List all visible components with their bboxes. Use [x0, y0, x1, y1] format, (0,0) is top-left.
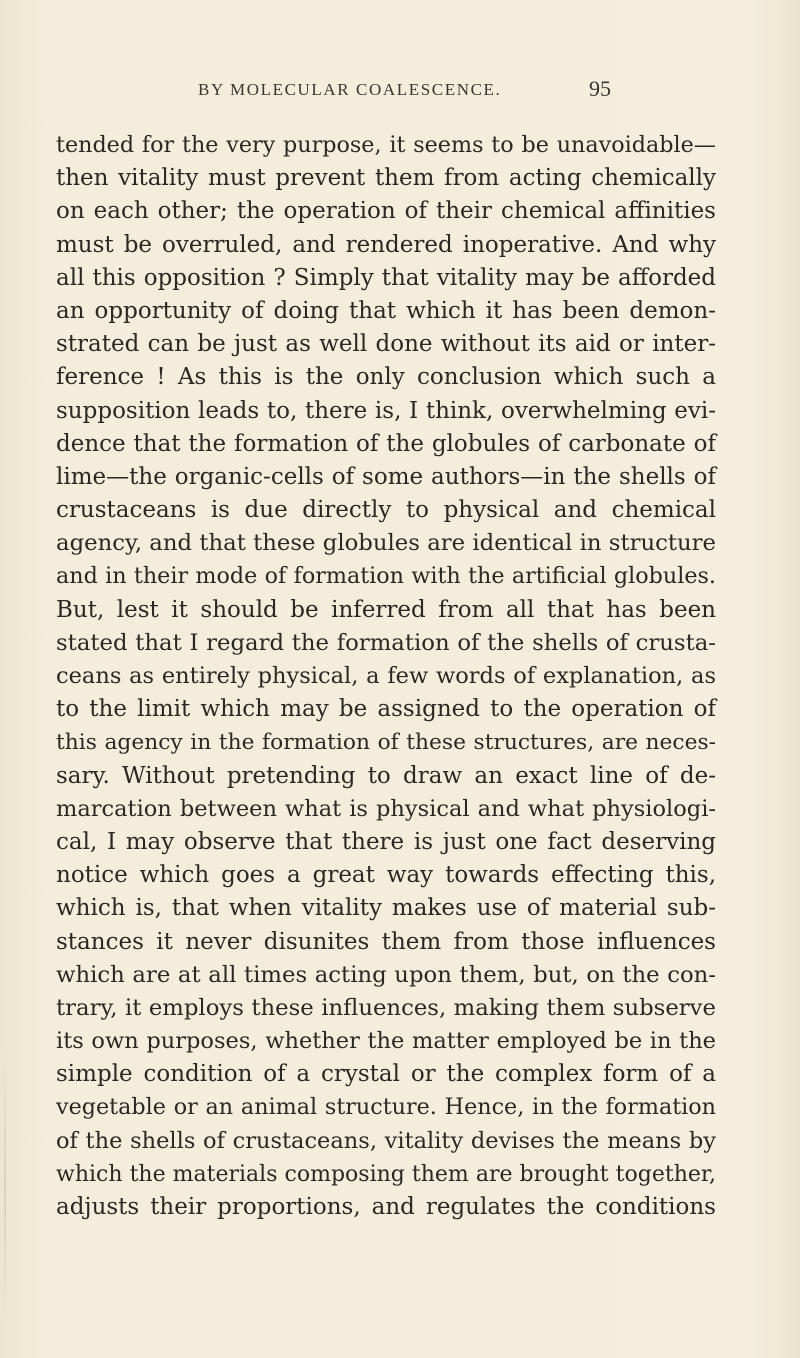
text-line: trary, it employs these influences, making them subserve [56, 994, 716, 1021]
text-line: which the materials composing them are brought together, [56, 1161, 716, 1187]
text-line: marcation between what is physical and what physiologi- [56, 795, 716, 822]
text-line: all this opposition ? Simply that vitality may be afforded [56, 264, 716, 291]
text-line: ceans as entirely physical, a few words of explanation, as [56, 663, 716, 689]
text-line: simple condition of a crystal or the complex form of a [56, 1061, 716, 1088]
text-line: on each other; the operation of their chemical affinities [56, 198, 716, 225]
text-line: notice which goes a great way towards effecting this, [56, 862, 716, 889]
text-line: an opportunity of doing that which it has been demon- [56, 297, 716, 324]
text-line: vegetable or an animal structure. Hence, in the formation [56, 1094, 716, 1121]
text-line: crustaceans is due directly to physical and chemical [56, 497, 716, 524]
text-line: to the limit which may be assigned to the operation of [56, 696, 716, 723]
body-paragraph [56, 129, 716, 1224]
text-line: cal, I may observe that there is just one fact deserving [56, 828, 716, 855]
text-line: this agency in the formation of these structures, are neces- [56, 730, 716, 756]
text-line: strated can be just as well done without its aid or inter- [56, 331, 716, 358]
page-edge-shadow [4, 1050, 6, 1320]
page-number: 95 [589, 76, 611, 101]
text-line: sary. Without pretending to draw an exact line of de- [56, 762, 716, 789]
text-line: then vitality must prevent them from acting chemically [56, 165, 716, 192]
page-header [0, 76, 800, 110]
text-line: which are at all times acting upon them, but, on the con- [56, 961, 716, 988]
text-line: dence that the formation of the globules of carbonate of [56, 430, 716, 457]
text-line: its own purposes, whether the matter employed be in the [56, 1028, 716, 1055]
running-head: BY MOLECULAR COALESCENCE. [198, 80, 502, 99]
text-line: But, lest it should be inferred from all that has been [56, 596, 716, 623]
text-line: stated that I regard the formation of the shells of crusta- [56, 629, 716, 656]
text-line: lime—the organic-cells of some authors—in the shells of [56, 463, 716, 490]
text-line: must be overruled, and rendered inoperative. And why [56, 231, 716, 258]
text-line: which is, that when vitality makes use of material sub- [56, 895, 716, 922]
text-line: and in their mode of formation with the artificial globules. [56, 563, 716, 590]
text-line: adjusts their proportions, and regulates the conditions [56, 1194, 716, 1220]
text-line: tended for the very purpose, it seems to be unavoidable— [56, 132, 716, 158]
text-line: supposition leads to, there is, I think, overwhelming evi- [56, 397, 716, 424]
text-line: stances it never disunites them from those influences [56, 928, 716, 955]
text-line: ference ! As this is the only conclusion which such a [56, 364, 716, 391]
text-line: agency, and that these globules are identical in structure [56, 530, 716, 557]
text-line: of the shells of crustaceans, vitality devises the means by [56, 1127, 716, 1154]
